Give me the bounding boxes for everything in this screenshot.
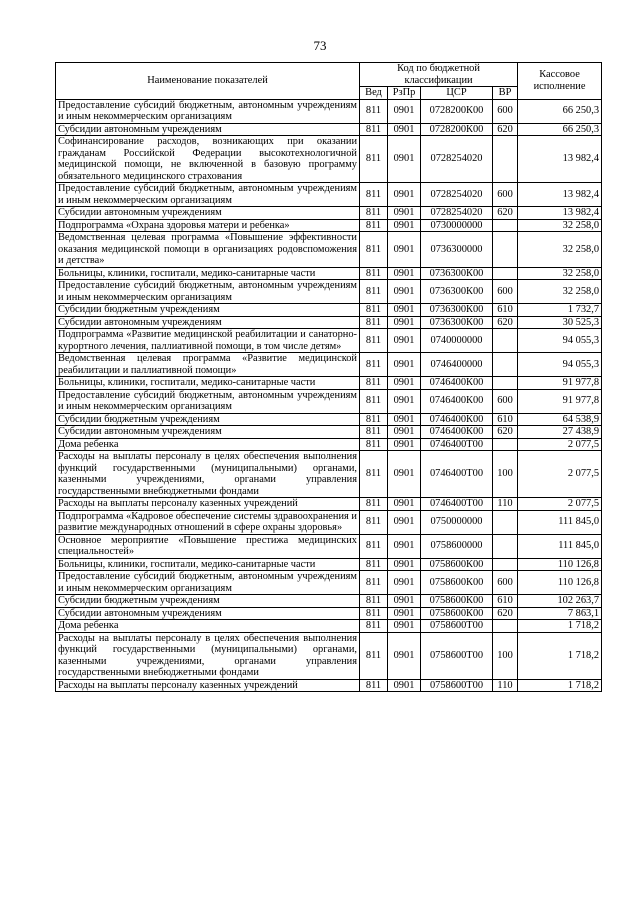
row-rzpr-cell: 0901 bbox=[388, 136, 421, 183]
row-name-cell: Субсидии автономным учреждениям bbox=[56, 426, 360, 439]
row-vr-cell: 110 bbox=[493, 498, 518, 511]
row-csr-cell: 0728200К00 bbox=[421, 123, 493, 136]
row-ved-cell: 811 bbox=[360, 426, 388, 439]
row-rzpr-cell: 0901 bbox=[388, 595, 421, 608]
row-rzpr-cell: 0901 bbox=[388, 413, 421, 426]
row-ved-cell: 811 bbox=[360, 267, 388, 280]
row-vr-cell bbox=[493, 558, 518, 571]
row-name-cell: Предоставление субсидий бюджетным, автономным учреждениям и иным некоммерческим организациям bbox=[56, 389, 360, 413]
row-name-cell: Предоставление субсидий бюджетным, автономным учреждениям и иным некоммерческим организациям bbox=[56, 99, 360, 123]
header-csr: ЦСР bbox=[421, 87, 493, 100]
row-rzpr-cell: 0901 bbox=[388, 498, 421, 511]
row-vr-cell: 600 bbox=[493, 571, 518, 595]
row-ved-cell: 811 bbox=[360, 451, 388, 498]
row-name-cell: Подпрограмма «Развитие медицинской реабилитации и санаторно-курортного лечения, паллиативной помощи, в том числе детям» bbox=[56, 329, 360, 353]
row-csr-cell: 0750000000 bbox=[421, 510, 493, 534]
row-rzpr-cell: 0901 bbox=[388, 389, 421, 413]
row-ved-cell: 811 bbox=[360, 123, 388, 136]
table-row bbox=[56, 510, 602, 534]
table-row bbox=[56, 329, 602, 353]
row-amount-cell: 1 718,2 bbox=[518, 620, 602, 633]
row-rzpr-cell: 0901 bbox=[388, 183, 421, 207]
row-csr-cell: 0746400К00 bbox=[421, 413, 493, 426]
row-vr-cell bbox=[493, 510, 518, 534]
row-ved-cell: 811 bbox=[360, 304, 388, 317]
row-amount-cell: 13 982,4 bbox=[518, 207, 602, 220]
row-csr-cell: 0758600К00 bbox=[421, 571, 493, 595]
row-name-cell: Дома ребенка bbox=[56, 620, 360, 633]
row-vr-cell: 600 bbox=[493, 99, 518, 123]
row-ved-cell: 811 bbox=[360, 510, 388, 534]
row-name-cell: Дома ребенка bbox=[56, 438, 360, 451]
row-ved-cell: 811 bbox=[360, 219, 388, 232]
table-row bbox=[56, 207, 602, 220]
row-vr-cell bbox=[493, 219, 518, 232]
row-csr-cell: 0736300К00 bbox=[421, 316, 493, 329]
row-rzpr-cell: 0901 bbox=[388, 280, 421, 304]
row-amount-cell: 2 077,5 bbox=[518, 498, 602, 511]
row-amount-cell: 30 525,3 bbox=[518, 316, 602, 329]
header-amount: Кассовое исполнение bbox=[518, 63, 602, 100]
row-amount-cell: 111 845,0 bbox=[518, 534, 602, 558]
header-code-group: Код по бюджетной классификации bbox=[360, 63, 518, 87]
row-name-cell: Предоставление субсидий бюджетным, автономным учреждениям и иным некоммерческим организациям bbox=[56, 571, 360, 595]
row-amount-cell: 66 250,3 bbox=[518, 99, 602, 123]
row-csr-cell: 0758600000 bbox=[421, 534, 493, 558]
table-row bbox=[56, 232, 602, 268]
row-amount-cell: 2 077,5 bbox=[518, 438, 602, 451]
row-vr-cell: 620 bbox=[493, 607, 518, 620]
table-row bbox=[56, 183, 602, 207]
row-csr-cell: 0746400К00 bbox=[421, 377, 493, 390]
table-row bbox=[56, 498, 602, 511]
row-rzpr-cell: 0901 bbox=[388, 316, 421, 329]
row-vr-cell: 100 bbox=[493, 632, 518, 679]
row-csr-cell: 0740000000 bbox=[421, 329, 493, 353]
row-name-cell: Субсидии автономным учреждениям bbox=[56, 607, 360, 620]
row-rzpr-cell: 0901 bbox=[388, 123, 421, 136]
row-ved-cell: 811 bbox=[360, 280, 388, 304]
row-rzpr-cell: 0901 bbox=[388, 232, 421, 268]
row-amount-cell: 27 438,9 bbox=[518, 426, 602, 439]
row-vr-cell bbox=[493, 534, 518, 558]
row-vr-cell bbox=[493, 267, 518, 280]
row-ved-cell: 811 bbox=[360, 413, 388, 426]
row-ved-cell: 811 bbox=[360, 679, 388, 692]
row-csr-cell: 0758600К00 bbox=[421, 595, 493, 608]
row-amount-cell: 32 258,0 bbox=[518, 280, 602, 304]
row-amount-cell: 13 982,4 bbox=[518, 183, 602, 207]
row-name-cell: Ведомственная целевая программа «Развитие медицинской реабилитации и паллиативной помощи» bbox=[56, 353, 360, 377]
row-amount-cell: 13 982,4 bbox=[518, 136, 602, 183]
row-rzpr-cell: 0901 bbox=[388, 304, 421, 317]
row-name-cell: Субсидии бюджетным учреждениям bbox=[56, 595, 360, 608]
row-ved-cell: 811 bbox=[360, 353, 388, 377]
row-name-cell: Подпрограмма «Охрана здоровья матери и ребенка» bbox=[56, 219, 360, 232]
row-vr-cell: 600 bbox=[493, 389, 518, 413]
page-number: 73 bbox=[313, 38, 327, 53]
row-name-cell: Больницы, клиники, госпитали, медико-санитарные части bbox=[56, 377, 360, 390]
row-name-cell: Больницы, клиники, госпитали, медико-санитарные части bbox=[56, 267, 360, 280]
row-amount-cell: 1 718,2 bbox=[518, 679, 602, 692]
table-header bbox=[56, 63, 602, 100]
row-name-cell: Субсидии автономным учреждениям bbox=[56, 123, 360, 136]
row-ved-cell: 811 bbox=[360, 607, 388, 620]
header-rzpr: РзПр bbox=[388, 87, 421, 100]
row-ved-cell: 811 bbox=[360, 620, 388, 633]
row-vr-cell: 600 bbox=[493, 280, 518, 304]
row-vr-cell: 110 bbox=[493, 679, 518, 692]
row-ved-cell: 811 bbox=[360, 136, 388, 183]
row-rzpr-cell: 0901 bbox=[388, 267, 421, 280]
row-vr-cell: 620 bbox=[493, 123, 518, 136]
row-csr-cell: 0730000000 bbox=[421, 219, 493, 232]
row-csr-cell: 0758600Т00 bbox=[421, 620, 493, 633]
row-amount-cell: 102 263,7 bbox=[518, 595, 602, 608]
row-rzpr-cell: 0901 bbox=[388, 353, 421, 377]
row-vr-cell: 610 bbox=[493, 304, 518, 317]
row-amount-cell: 110 126,8 bbox=[518, 558, 602, 571]
row-csr-cell: 0746400Т00 bbox=[421, 451, 493, 498]
row-name-cell: Ведомственная целевая программа «Повышение эффективности оказания медицинской помощи в организациях родовспоможения и детства» bbox=[56, 232, 360, 268]
row-name-cell: Расходы на выплаты персоналу в целях обеспечения выполнения функций государственными (муниципальными) органами, казенными учреждениями, органами управления государственными внебюджетными фондами bbox=[56, 632, 360, 679]
row-ved-cell: 811 bbox=[360, 232, 388, 268]
row-vr-cell bbox=[493, 329, 518, 353]
row-vr-cell bbox=[493, 438, 518, 451]
row-vr-cell bbox=[493, 232, 518, 268]
row-vr-cell bbox=[493, 136, 518, 183]
row-csr-cell: 0728254020 bbox=[421, 136, 493, 183]
row-vr-cell: 610 bbox=[493, 595, 518, 608]
table-row bbox=[56, 571, 602, 595]
row-amount-cell: 91 977,8 bbox=[518, 389, 602, 413]
row-vr-cell bbox=[493, 620, 518, 633]
row-rzpr-cell: 0901 bbox=[388, 534, 421, 558]
row-name-cell: Субсидии автономным учреждениям bbox=[56, 316, 360, 329]
row-name-cell: Основное мероприятие «Повышение престижа медицинских специальностей» bbox=[56, 534, 360, 558]
row-rzpr-cell: 0901 bbox=[388, 219, 421, 232]
row-name-cell: Расходы на выплаты персоналу в целях обеспечения выполнения функций государственными (муниципальными) органами, казенными учреждениями, органами управления государственными внебюджетными фондами bbox=[56, 451, 360, 498]
table-row bbox=[56, 280, 602, 304]
row-amount-cell: 94 055,3 bbox=[518, 329, 602, 353]
row-ved-cell: 811 bbox=[360, 183, 388, 207]
row-csr-cell: 0736300К00 bbox=[421, 280, 493, 304]
row-rzpr-cell: 0901 bbox=[388, 632, 421, 679]
table-row bbox=[56, 413, 602, 426]
row-ved-cell: 811 bbox=[360, 595, 388, 608]
row-name-cell: Подпрограмма «Кадровое обеспечение системы здравоохранения и развитие международных отношений в сфере охраны здоровья» bbox=[56, 510, 360, 534]
table-row bbox=[56, 438, 602, 451]
budget-table bbox=[55, 62, 602, 692]
row-rzpr-cell: 0901 bbox=[388, 99, 421, 123]
row-csr-cell: 0736300К00 bbox=[421, 304, 493, 317]
row-amount-cell: 1 718,2 bbox=[518, 632, 602, 679]
row-name-cell: Субсидии автономным учреждениям bbox=[56, 207, 360, 220]
header-ved: Вед bbox=[360, 87, 388, 100]
row-ved-cell: 811 bbox=[360, 329, 388, 353]
row-name-cell: Предоставление субсидий бюджетным, автономным учреждениям и иным некоммерческим организациям bbox=[56, 183, 360, 207]
table-row bbox=[56, 316, 602, 329]
row-amount-cell: 32 258,0 bbox=[518, 267, 602, 280]
row-rzpr-cell: 0901 bbox=[388, 451, 421, 498]
row-rzpr-cell: 0901 bbox=[388, 207, 421, 220]
table-row bbox=[56, 607, 602, 620]
row-csr-cell: 0758600Т00 bbox=[421, 679, 493, 692]
row-amount-cell: 111 845,0 bbox=[518, 510, 602, 534]
row-ved-cell: 811 bbox=[360, 207, 388, 220]
row-amount-cell: 32 258,0 bbox=[518, 219, 602, 232]
table-row bbox=[56, 353, 602, 377]
row-ved-cell: 811 bbox=[360, 534, 388, 558]
row-csr-cell: 0736300000 bbox=[421, 232, 493, 268]
row-amount-cell: 2 077,5 bbox=[518, 451, 602, 498]
row-ved-cell: 811 bbox=[360, 571, 388, 595]
row-csr-cell: 0736300К00 bbox=[421, 267, 493, 280]
row-rzpr-cell: 0901 bbox=[388, 607, 421, 620]
row-rzpr-cell: 0901 bbox=[388, 679, 421, 692]
table-row bbox=[56, 620, 602, 633]
row-amount-cell: 91 977,8 bbox=[518, 377, 602, 390]
row-rzpr-cell: 0901 bbox=[388, 620, 421, 633]
table-row bbox=[56, 219, 602, 232]
row-name-cell: Расходы на выплаты персоналу казенных учреждений bbox=[56, 498, 360, 511]
row-vr-cell: 620 bbox=[493, 426, 518, 439]
table-row bbox=[56, 123, 602, 136]
row-csr-cell: 0728200К00 bbox=[421, 99, 493, 123]
row-rzpr-cell: 0901 bbox=[388, 438, 421, 451]
row-vr-cell bbox=[493, 353, 518, 377]
row-csr-cell: 0758600К00 bbox=[421, 607, 493, 620]
table-row bbox=[56, 679, 602, 692]
row-ved-cell: 811 bbox=[360, 389, 388, 413]
row-name-cell: Расходы на выплаты персоналу казенных учреждений bbox=[56, 679, 360, 692]
row-vr-cell bbox=[493, 377, 518, 390]
table-body bbox=[56, 99, 602, 692]
row-ved-cell: 811 bbox=[360, 99, 388, 123]
row-vr-cell: 610 bbox=[493, 413, 518, 426]
row-vr-cell: 620 bbox=[493, 316, 518, 329]
table-row bbox=[56, 595, 602, 608]
row-rzpr-cell: 0901 bbox=[388, 510, 421, 534]
row-ved-cell: 811 bbox=[360, 632, 388, 679]
row-vr-cell: 100 bbox=[493, 451, 518, 498]
row-name-cell: Предоставление субсидий бюджетным, автономным учреждениям и иным некоммерческим организациям bbox=[56, 280, 360, 304]
row-csr-cell: 0758600К00 bbox=[421, 558, 493, 571]
header-vr: ВР bbox=[493, 87, 518, 100]
row-name-cell: Софинансирование расходов, возникающих при оказании гражданам Российской Федерации высокотехнологичной медицинской помощи, не включенной в базовую программу обязательного медицинского страхования bbox=[56, 136, 360, 183]
table-row bbox=[56, 534, 602, 558]
row-amount-cell: 1 732,7 bbox=[518, 304, 602, 317]
row-rzpr-cell: 0901 bbox=[388, 377, 421, 390]
table-row bbox=[56, 267, 602, 280]
row-csr-cell: 0746400К00 bbox=[421, 389, 493, 413]
row-csr-cell: 0758600Т00 bbox=[421, 632, 493, 679]
row-rzpr-cell: 0901 bbox=[388, 558, 421, 571]
table-row bbox=[56, 558, 602, 571]
row-ved-cell: 811 bbox=[360, 438, 388, 451]
row-amount-cell: 7 863,1 bbox=[518, 607, 602, 620]
row-csr-cell: 0746400Т00 bbox=[421, 498, 493, 511]
table-row bbox=[56, 136, 602, 183]
row-csr-cell: 0746400Т00 bbox=[421, 438, 493, 451]
row-amount-cell: 32 258,0 bbox=[518, 232, 602, 268]
row-vr-cell: 620 bbox=[493, 207, 518, 220]
row-vr-cell: 600 bbox=[493, 183, 518, 207]
row-amount-cell: 64 538,9 bbox=[518, 413, 602, 426]
row-amount-cell: 66 250,3 bbox=[518, 123, 602, 136]
row-csr-cell: 0746400К00 bbox=[421, 426, 493, 439]
row-name-cell: Субсидии бюджетным учреждениям bbox=[56, 304, 360, 317]
row-name-cell: Субсидии бюджетным учреждениям bbox=[56, 413, 360, 426]
row-ved-cell: 811 bbox=[360, 498, 388, 511]
row-csr-cell: 0728254020 bbox=[421, 207, 493, 220]
row-amount-cell: 94 055,3 bbox=[518, 353, 602, 377]
table-row bbox=[56, 426, 602, 439]
table-row bbox=[56, 451, 602, 498]
row-rzpr-cell: 0901 bbox=[388, 426, 421, 439]
row-rzpr-cell: 0901 bbox=[388, 571, 421, 595]
table-row bbox=[56, 99, 602, 123]
row-name-cell: Больницы, клиники, госпитали, медико-санитарные части bbox=[56, 558, 360, 571]
row-ved-cell: 811 bbox=[360, 377, 388, 390]
table-row bbox=[56, 389, 602, 413]
table-row bbox=[56, 632, 602, 679]
table-row bbox=[56, 377, 602, 390]
row-ved-cell: 811 bbox=[360, 316, 388, 329]
row-ved-cell: 811 bbox=[360, 558, 388, 571]
table-row bbox=[56, 304, 602, 317]
row-rzpr-cell: 0901 bbox=[388, 329, 421, 353]
row-amount-cell: 110 126,8 bbox=[518, 571, 602, 595]
row-csr-cell: 0728254020 bbox=[421, 183, 493, 207]
row-csr-cell: 0746400000 bbox=[421, 353, 493, 377]
header-name: Наименование показателей bbox=[56, 63, 360, 100]
